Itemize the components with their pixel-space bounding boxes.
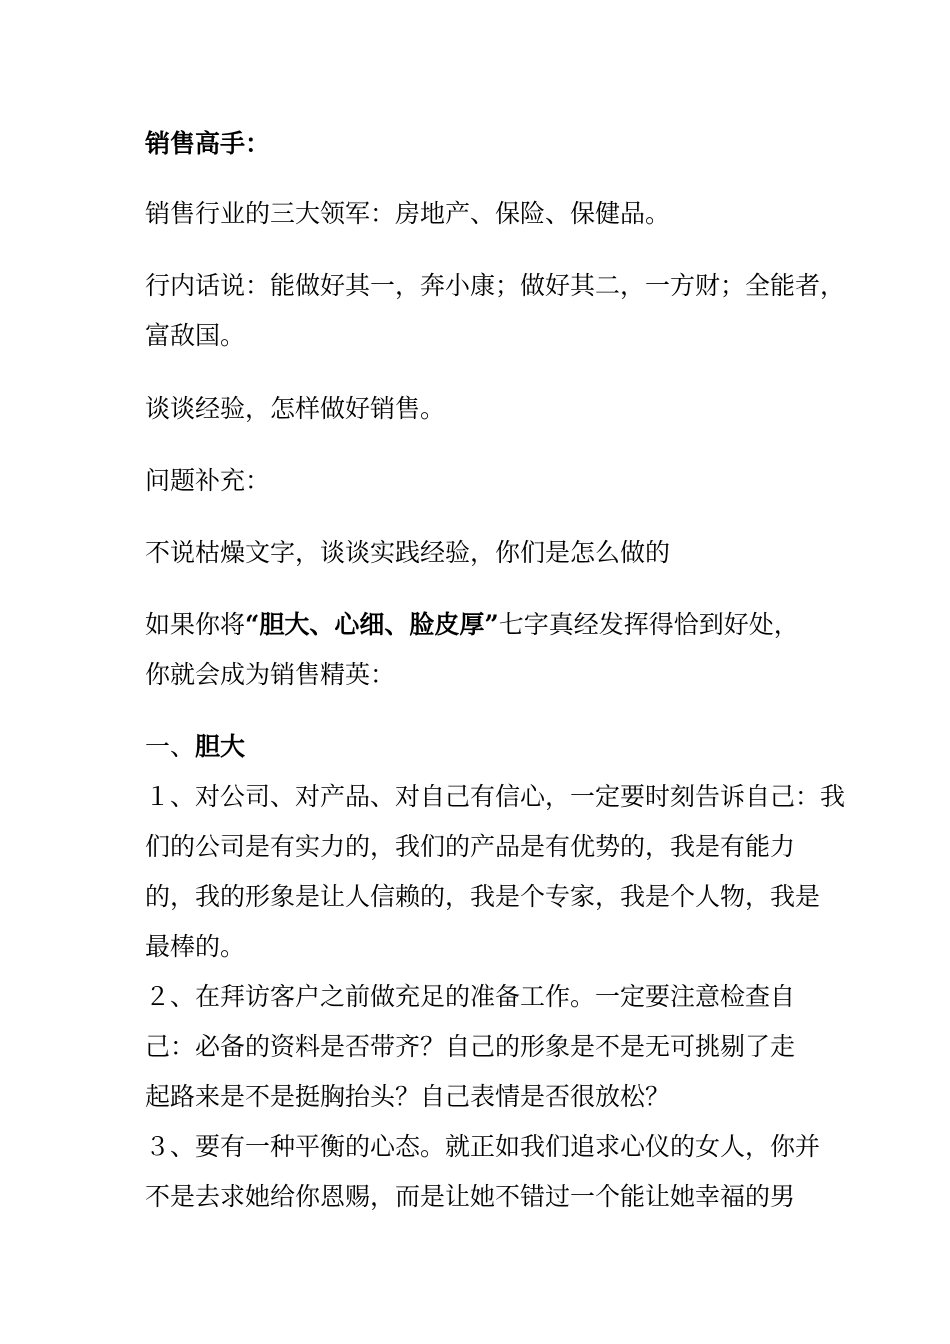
supplement-label: 问题补充： (145, 466, 271, 495)
item-1 (145, 772, 846, 972)
saying-line: 富敌国。 (145, 321, 246, 350)
document-title: 销售高手： (145, 129, 271, 158)
item-line: ３、要有一种平衡的心态。就正如我们追求心仪的女人，你并 (145, 1132, 821, 1161)
item-line: 己：必备的资料是否带齐？自己的形象是不是无可挑剔了走 (145, 1032, 796, 1061)
motto-line: 你就会成为销售精英： (145, 660, 396, 689)
saying-line: 行内话说：能做好其一，奔小康；做好其二，一方财；全能者， (145, 271, 846, 300)
item-line: 最棒的。 (145, 932, 246, 961)
section-number: 一、 (145, 732, 196, 761)
item-3 (145, 1122, 821, 1222)
motto-paragraph (145, 600, 810, 700)
question-paragraph: 谈谈经验，怎样做好销售。 (145, 394, 446, 423)
section-title: 胆大 (195, 732, 246, 761)
motto-line (145, 600, 810, 650)
item-line: １、对公司、对产品、对自己有信心，一定要时刻告诉自己：我 (145, 782, 846, 811)
item-line: ２、在拜访客户之前做充足的准备工作。一定要注意检查自 (145, 982, 796, 1011)
item-2 (145, 972, 810, 1122)
motto-suffix: 七字真经发挥得恰到好处， (498, 610, 799, 639)
motto-prefix: 如果你将 (145, 610, 246, 639)
intro-paragraph: 销售行业的三大领军：房地产、保险、保健品。 (145, 199, 671, 228)
motto-bold: “胆大、心细、脸皮厚” (245, 610, 499, 639)
supplement-text: 不说枯燥文字，谈谈实践经验，你们是怎么做的 (145, 538, 671, 567)
item-line: 的，我的形象是让人信赖的，我是个专家，我是个人物，我是 (145, 882, 821, 911)
item-line: 起路来是不是挺胸抬头？自己表情是否很放松？ (145, 1082, 671, 1111)
item-line: 们的公司是有实力的，我们的产品是有优势的，我是有能力 (145, 832, 796, 861)
saying-paragraph (145, 261, 846, 361)
section-heading (145, 722, 810, 772)
item-line: 不是去求她给你恩赐，而是让她不错过一个能让她幸福的男 (145, 1182, 796, 1211)
